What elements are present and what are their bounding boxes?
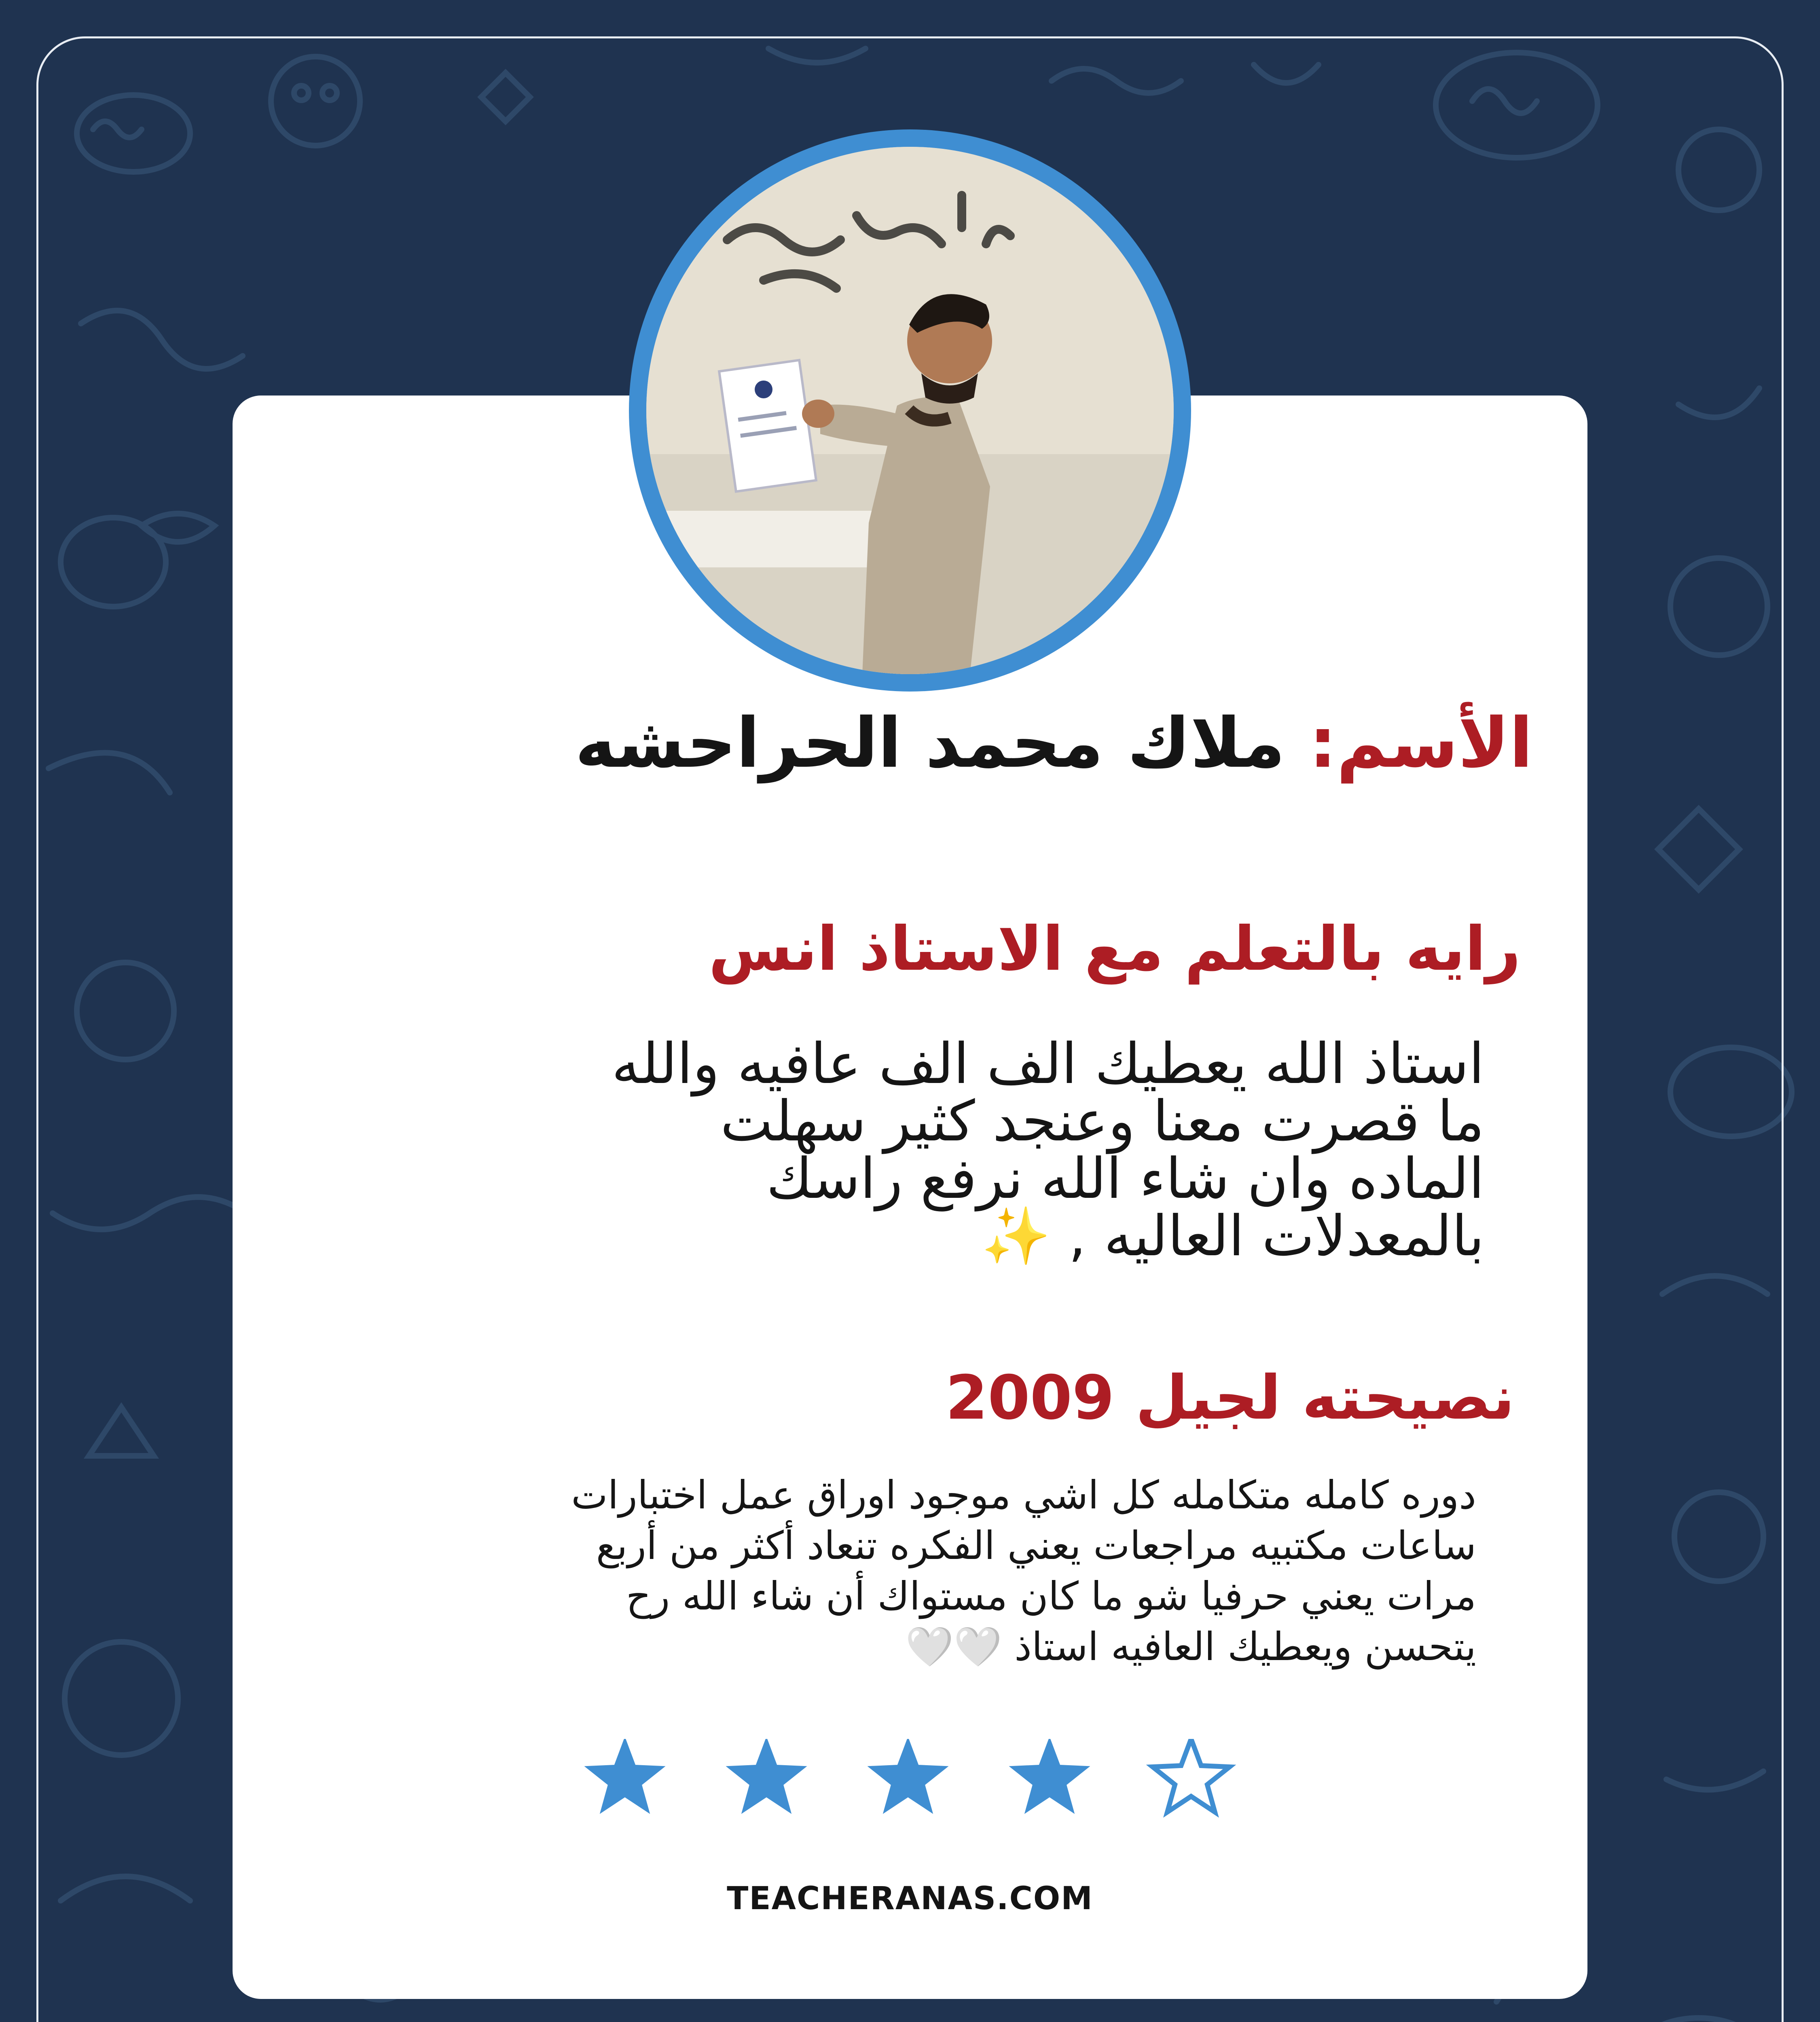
opinion-line: الماده وان شاء الله نرفع راسك [766,1146,1484,1211]
name-label: الأسم: [1309,703,1533,783]
student-name: ملاك محمد الحراحشه [575,703,1285,783]
opinion-text [392,1031,1484,1269]
student-name-line [575,703,1533,783]
star-filled-icon [870,1739,946,1812]
advice-line: مرات يعني حرفيا شو ما كان مستواك أن شاء الله رح [626,1574,1476,1619]
avatar [646,147,1174,674]
website-url: TEACHERANAS.COM [727,1880,1093,1917]
opinion-title: رايه بالتعلم مع الاستاذ انس [709,914,1521,984]
star-empty-icon [1153,1739,1230,1812]
opinion-line: ما قصرت معنا وعنجد كثير سهلت [720,1089,1484,1154]
opinion-line: بالمعدلات العاليه , ✨ [981,1203,1484,1269]
star-filled-icon [1011,1739,1088,1812]
student-holding-certificate-photo [646,147,1174,674]
star-rating [582,1739,1246,1820]
advice-line: دوره كامله متكامله كل اشي موجود اوراق عمل اختبارات [571,1472,1476,1518]
star-filled-icon [586,1739,663,1812]
advice-line: يتحسن ويعطيك العافيه استاذ 🤍🤍 [905,1624,1476,1669]
opinion-line: استاذ الله يعطيك الف الف عافيه والله [612,1031,1484,1096]
advice-title: نصيحته لجيل 2009 [945,1363,1515,1433]
star-filled-icon [728,1739,805,1812]
advice-text [303,1470,1476,1672]
advice-line: ساعات مكتبيه مراجعات يعني الفكره تنعاد أكثر من أربع [596,1523,1476,1568]
